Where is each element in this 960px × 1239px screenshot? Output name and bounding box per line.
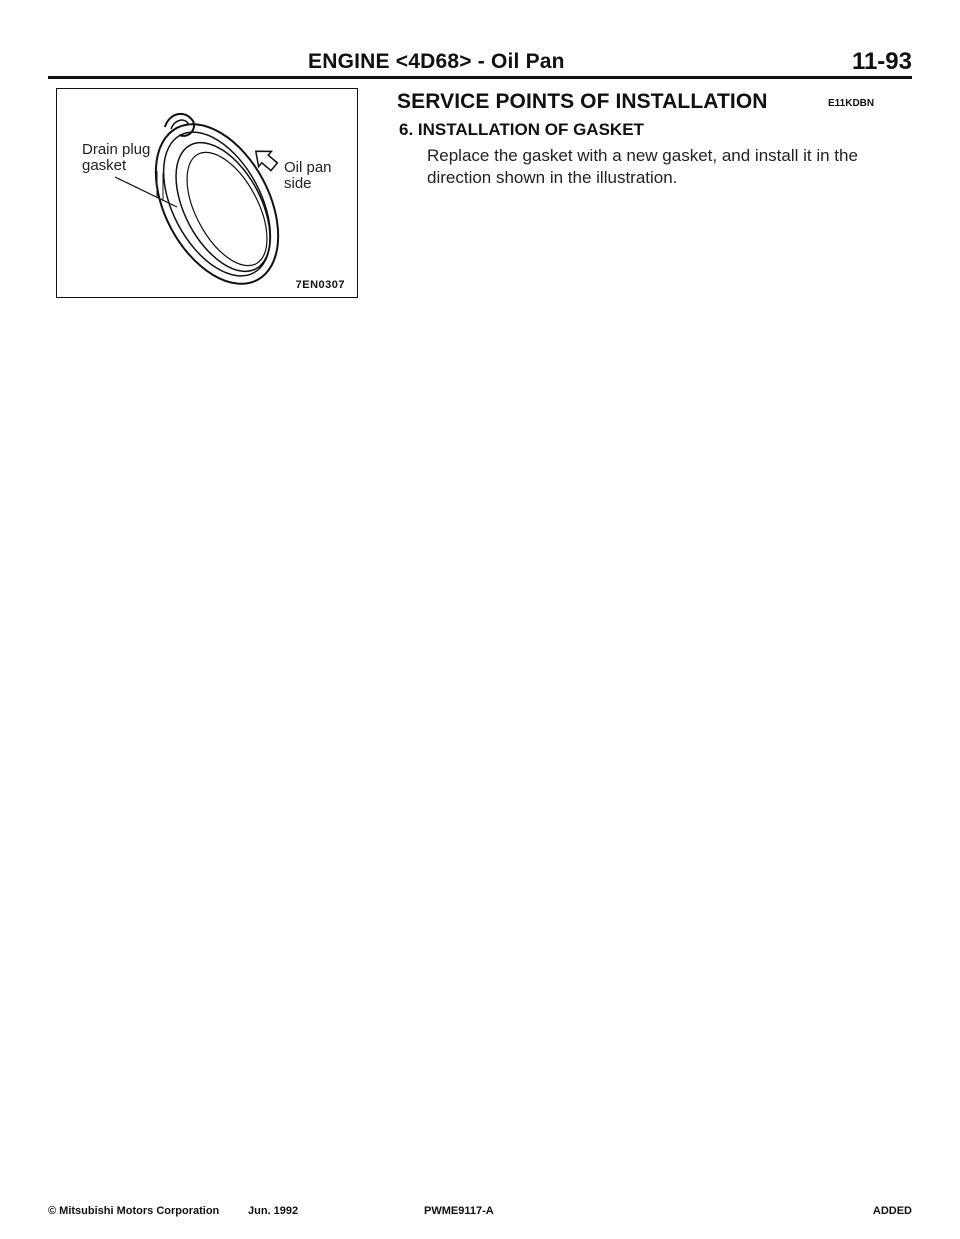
arrow-icon bbox=[57, 89, 357, 297]
header-title: ENGINE <4D68> - Oil Pan bbox=[308, 50, 565, 73]
gasket-illustration bbox=[56, 88, 358, 298]
page-header bbox=[48, 40, 912, 80]
page-footer bbox=[48, 1205, 912, 1225]
step-text: Replace the gasket with a new gasket, and install it in the direction shown in the illustration. bbox=[427, 146, 858, 187]
footer-date: Jun. 1992 bbox=[248, 1205, 299, 1217]
label-drain-plug: Drain plug bbox=[82, 141, 151, 158]
footer-copyright: © Mitsubishi Motors Corporation bbox=[48, 1205, 220, 1217]
footer-doc-code: PWME9117-A bbox=[424, 1205, 494, 1217]
label-oil-pan: Oil pan bbox=[284, 159, 332, 176]
figure-code: 7EN0307 bbox=[295, 279, 345, 291]
footer-status: ADDED bbox=[872, 1205, 912, 1217]
label-side: side bbox=[284, 175, 312, 192]
drain-plug-gasket-label bbox=[82, 142, 150, 174]
section-title: SERVICE POINTS OF INSTALLATION bbox=[397, 90, 768, 113]
step-title: 6. INSTALLATION OF GASKET bbox=[399, 120, 644, 139]
label-gasket: gasket bbox=[82, 157, 127, 174]
section-code: E11KDBN bbox=[828, 98, 875, 109]
header-divider bbox=[48, 76, 912, 79]
oil-pan-side-label bbox=[284, 160, 332, 192]
page-number: 11-93 bbox=[851, 48, 912, 75]
